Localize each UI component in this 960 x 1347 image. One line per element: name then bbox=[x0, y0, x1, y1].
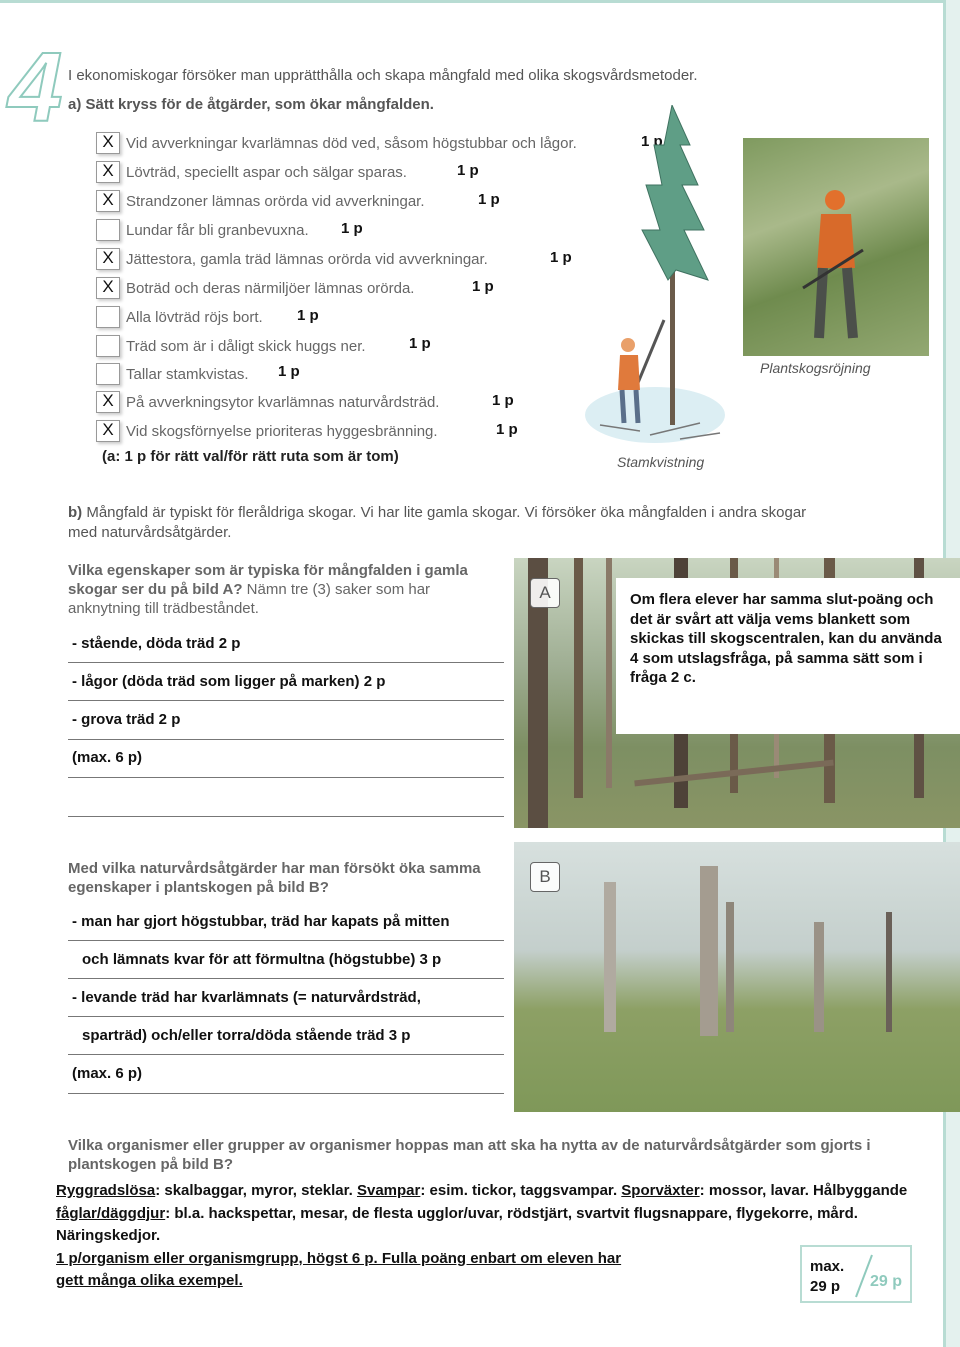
check-mark: X bbox=[102, 420, 114, 439]
question-1-rest: Nämn tre (3) saker som har anknytning till trädbeståndet. bbox=[68, 581, 431, 617]
checkbox-label: Alla lövträd röjs bort. bbox=[126, 308, 263, 326]
organism-group: Svampar bbox=[356, 1182, 421, 1199]
organism-examples: : skalbaggar, myror, steklar. bbox=[155, 1182, 357, 1199]
organism-examples: : esim. tickor, taggsvampar. bbox=[420, 1182, 622, 1199]
organism-group: fåglar/däggdjur bbox=[56, 1204, 166, 1222]
question-1-bold: Vilka egenskaper som är typiska för mångfalden i gamla skogar ser du på bild A? bbox=[68, 562, 468, 598]
snow-ground bbox=[585, 387, 725, 443]
points-label: 1 p bbox=[478, 191, 500, 208]
caption-clearing: Plantskogsröjning bbox=[760, 360, 871, 376]
max-points-box bbox=[800, 1245, 912, 1303]
tree-trunk bbox=[574, 558, 583, 798]
points-label: 1 p bbox=[492, 392, 514, 409]
checkbox-item[interactable] bbox=[96, 334, 366, 358]
part-b-paragraph bbox=[68, 503, 808, 543]
checkbox[interactable] bbox=[96, 132, 120, 154]
pruning-illustration bbox=[580, 105, 730, 455]
answer-rule bbox=[68, 1093, 504, 1094]
answer-rule bbox=[68, 1016, 504, 1017]
points-label: 1 p bbox=[472, 278, 494, 295]
worker-body bbox=[618, 355, 640, 390]
points-label: 1 p bbox=[341, 220, 363, 237]
checkbox[interactable] bbox=[96, 420, 120, 442]
checkbox-label: Vid skogsförnyelse prioriteras hyggesbränning. bbox=[126, 422, 438, 440]
points-label: 1 p bbox=[496, 421, 518, 438]
check-mark: X bbox=[102, 161, 114, 180]
task-number: 4 bbox=[8, 32, 63, 142]
max-label-line-2: 29 p bbox=[810, 1278, 841, 1295]
max-label-line-1: max. bbox=[810, 1258, 845, 1275]
checkbox-label: Boträd och deras närmiljöer lämnas orörda. bbox=[126, 279, 415, 297]
checkbox[interactable] bbox=[96, 277, 120, 299]
points-label: 1 p bbox=[550, 249, 572, 266]
check-mark: X bbox=[102, 190, 114, 209]
checkbox-label: Jättestora, gamla träd lämnas orörda vid avverkningar. bbox=[126, 250, 488, 268]
checkbox-label: Vid avverkningar kvarlämnas död ved, såsom högstubbar och lågor. bbox=[126, 134, 577, 152]
checkbox-item[interactable] bbox=[96, 305, 263, 329]
checkbox[interactable] bbox=[96, 306, 120, 328]
checkbox-label: Tallar stamkvistas. bbox=[126, 365, 249, 383]
scoring-rule-line-1: 1 p/organism eller organismgrupp, högst 6 p. Fulla poäng enbart om eleven har bbox=[56, 1249, 622, 1267]
checkbox-label: Strandzoner lämnas orörda vid avverkningar. bbox=[126, 192, 425, 210]
answer-line: - lågor (döda träd som ligger på marken) 2 p bbox=[72, 673, 386, 690]
organism-group: Ryggradslösa bbox=[56, 1182, 156, 1199]
answer-rule bbox=[68, 700, 504, 701]
checkbox[interactable] bbox=[96, 363, 120, 385]
answer-max: (max. 6 p) bbox=[72, 1065, 143, 1082]
checkbox-label: Lundar får bli granbevuxna. bbox=[126, 221, 309, 239]
caption-pruning: Stamkvistning bbox=[617, 454, 705, 470]
question-3-answer bbox=[56, 1180, 916, 1293]
photo-plantskogsrojning bbox=[743, 138, 929, 356]
high-stump bbox=[604, 882, 616, 1032]
photo-b-sapling-forest bbox=[514, 842, 960, 1112]
checkbox-item[interactable] bbox=[96, 160, 407, 184]
part-b-lead: b) bbox=[68, 504, 83, 521]
points-label: 1 p bbox=[297, 307, 319, 324]
helmet bbox=[825, 190, 845, 210]
high-stump bbox=[700, 866, 718, 1036]
intro-text: I ekonomiskogar försöker man upprätthålla och skapa mångfald med olika skogsvårdsmetoder. bbox=[68, 67, 698, 84]
worker-head bbox=[621, 338, 635, 352]
answer-rule bbox=[68, 940, 504, 941]
scoring-rule-line-2: gett många olika exempel. bbox=[56, 1272, 243, 1289]
checkbox-item[interactable] bbox=[96, 218, 309, 242]
checkbox[interactable] bbox=[96, 219, 120, 241]
checkbox[interactable] bbox=[96, 391, 120, 413]
checkbox-item[interactable] bbox=[96, 276, 414, 300]
max-points-value: 29 p bbox=[870, 1273, 903, 1290]
checkbox-item[interactable] bbox=[96, 419, 438, 443]
check-mark: X bbox=[102, 277, 114, 296]
check-mark: X bbox=[102, 132, 114, 151]
high-stump bbox=[814, 922, 824, 1032]
tree-crown bbox=[642, 105, 708, 280]
question-1 bbox=[68, 561, 468, 618]
photo-a-label: A bbox=[530, 578, 560, 608]
checkbox-label: Lövträd, speciellt aspar och sälgar sparas. bbox=[126, 163, 407, 181]
answer-line: - man har gjort högstubbar, träd har kapats på mitten bbox=[72, 913, 450, 930]
info-box: Om flera elever har samma slut-poäng och det är svårt att välja vems blankett som skickas till skogscentralen, kan du använda 4 som utslagsfråga, på samma sätt som i fråga 2 c. bbox=[616, 578, 960, 734]
answer-rule bbox=[68, 1054, 504, 1055]
checkbox-item[interactable] bbox=[96, 390, 439, 414]
checkbox-label: På avverkningsytor kvarlämnas naturvårdsträd. bbox=[126, 393, 440, 411]
points-label: 1 p bbox=[641, 133, 663, 150]
checkbox-item[interactable] bbox=[96, 247, 488, 271]
answer-rule bbox=[68, 816, 504, 817]
checkbox[interactable] bbox=[96, 161, 120, 183]
answer-line: - grova träd 2 p bbox=[72, 711, 181, 728]
worker-trousers bbox=[819, 268, 853, 338]
answer-rule bbox=[68, 777, 504, 778]
part-a-instruction: a) Sätt kryss för de åtgärder, som ökar mångfalden. bbox=[68, 96, 434, 113]
points-label: 1 p bbox=[278, 363, 300, 380]
scoring-note: (a: 1 p för rätt val/för rätt ruta som är tom) bbox=[102, 448, 399, 465]
high-stump bbox=[726, 902, 734, 1032]
check-mark: X bbox=[102, 248, 114, 267]
answer-line: - levande träd har kvarlämnats (= naturvårdsträd, bbox=[72, 989, 421, 1006]
checkbox[interactable] bbox=[96, 335, 120, 357]
answer-rule bbox=[68, 662, 504, 663]
checkbox-item[interactable] bbox=[96, 131, 577, 155]
answer-max: (max. 6 p) bbox=[72, 749, 143, 766]
checkbox[interactable] bbox=[96, 190, 120, 212]
answer-line: - stående, döda träd 2 p bbox=[72, 635, 241, 652]
checkbox-item[interactable] bbox=[96, 189, 425, 213]
clearing-worker-figure bbox=[743, 138, 929, 356]
tree-trunk bbox=[606, 558, 612, 788]
organism-examples: : bl.a. hackspettar, mesar, de flesta ugglor/uvar, rödstjärt, svartvit flugsnappare, flygekorre, mård. Näringskedjor. bbox=[56, 1204, 858, 1244]
answer-line: sparträd) och/eller torra/döda stående träd 3 p bbox=[82, 1027, 411, 1044]
answer-line: och lämnats kvar för att förmultna (högstubbe) 3 p bbox=[82, 951, 442, 968]
answer-rule bbox=[68, 739, 504, 740]
question-2: Med vilka naturvårdsåtgärder har man försökt öka samma egenskaper i plantskogen på bild B? bbox=[68, 860, 481, 896]
points-label: 1 p bbox=[409, 335, 431, 352]
check-mark: X bbox=[102, 391, 114, 410]
question-3: Vilka organismer eller grupper av organismer hoppas man att ska ha nytta av de naturvårdsåtgärder som gjorts i plantskogen på bild B? bbox=[68, 1137, 871, 1173]
high-stump bbox=[886, 912, 892, 1032]
organism-examples: : mossor, lavar. Hålbyggande bbox=[699, 1182, 908, 1199]
checkbox-item[interactable] bbox=[96, 362, 249, 386]
points-label: 1 p bbox=[457, 162, 479, 179]
part-b-text: Mångfald är typiskt för fleråldriga skogar. Vi har lite gamla skogar. Vi försöker öka mångfalden i andra skogar med naturvårdsåtgärder. bbox=[68, 504, 807, 541]
checkbox[interactable] bbox=[96, 248, 120, 270]
photo-b-label: B bbox=[530, 862, 560, 892]
answer-rule bbox=[68, 978, 504, 979]
checkbox-label: Träd som är i dåligt skick huggs ner. bbox=[126, 337, 366, 355]
max-points-label bbox=[810, 1257, 844, 1297]
organism-group: Sporväxter bbox=[621, 1182, 700, 1199]
